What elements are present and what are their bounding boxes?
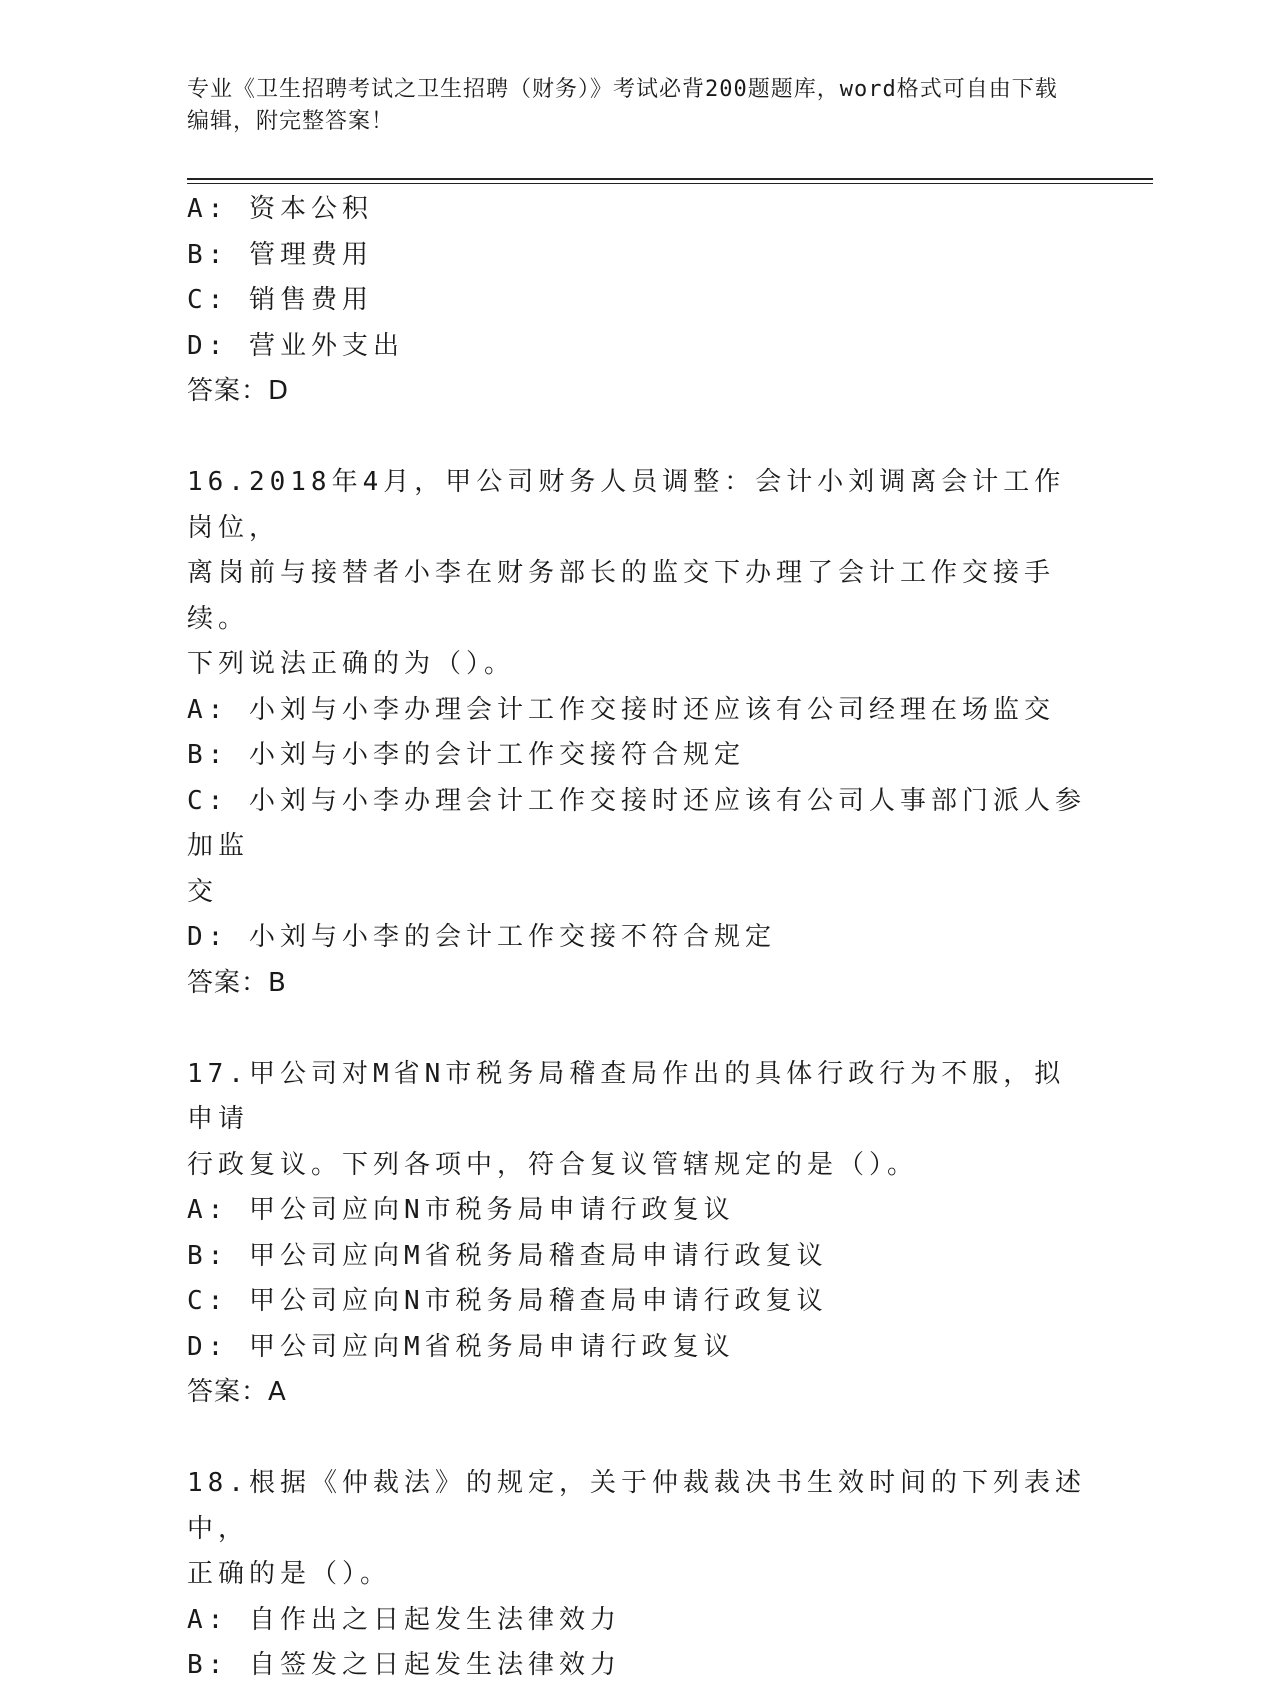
question-18 [187,1461,1087,1689]
option-d: D: 小刘与小李的会计工作交接不符合规定 [187,922,776,952]
question-16 [187,460,1087,1006]
question-list [187,187,1087,1689]
question-15 [187,187,1087,415]
option-a: A: 自作出之日起发生法律效力 [187,1604,621,1635]
option-a: A: 资本公积 [187,194,373,224]
spacer [187,1006,1087,1052]
option-c-continued: 交 [187,876,219,907]
question-stem-line: 正确的是（）。 [187,1559,392,1589]
option-d: D: 甲公司应向M省税务局申请行政复议 [187,1331,735,1362]
spacer [187,1416,1087,1462]
option-b: B: 自签发之日起发生法律效力 [187,1650,621,1680]
answer: 答案：A [187,1377,287,1407]
option-c: C: 销售费用 [187,285,373,315]
question-stem-line: 离岗前与接替者小李在财务部长的监交下办理了会计工作交接手续。 [187,558,1056,634]
question-stem-line: 下列说法正确的为（）。 [187,649,516,679]
question-stem-line: 18.根据《仲裁法》的规定，关于仲裁裁决书生效时间的下列表述中， [187,1468,1086,1544]
option-a: A: 甲公司应向N市税务局申请行政复议 [187,1195,735,1225]
question-stem-line: 17.甲公司对M省N市税务局稽查局作出的具体行政行为不服，拟申请 [187,1058,1066,1134]
answer: 答案：B [187,967,287,998]
option-c: C: 小刘与小李办理会计工作交接时还应该有公司人事部门派人参加监 [187,785,1086,861]
question-stem-line: 行政复议。下列各项中，符合复议管辖规定的是（）。 [187,1149,919,1180]
option-b: B: 管理费用 [187,239,373,270]
answer: 答案：D [187,376,290,406]
document-header: 专业《卫生招聘考试之卫生招聘（财务）》考试必背200题题库，word格式可自由下载编辑，附完整答案！ [187,77,1058,134]
header-rule-thick [187,178,1153,180]
question-17 [187,1052,1087,1416]
option-d: D: 营业外支出 [187,330,404,361]
question-stem-line: 16.2018年4月，甲公司财务人员调整：会计小刘调离会计工作岗位， [187,467,1066,543]
option-a: A: 小刘与小李办理会计工作交接时还应该有公司经理在场监交 [187,694,1055,725]
option-b: B: 甲公司应向M省税务局稽查局申请行政复议 [187,1240,828,1271]
spacer [187,415,1087,461]
option-c: C: 甲公司应向N市税务局稽查局申请行政复议 [187,1286,828,1316]
header-rule-thin [187,183,1153,184]
option-b: B: 小刘与小李的会计工作交接符合规定 [187,740,745,770]
